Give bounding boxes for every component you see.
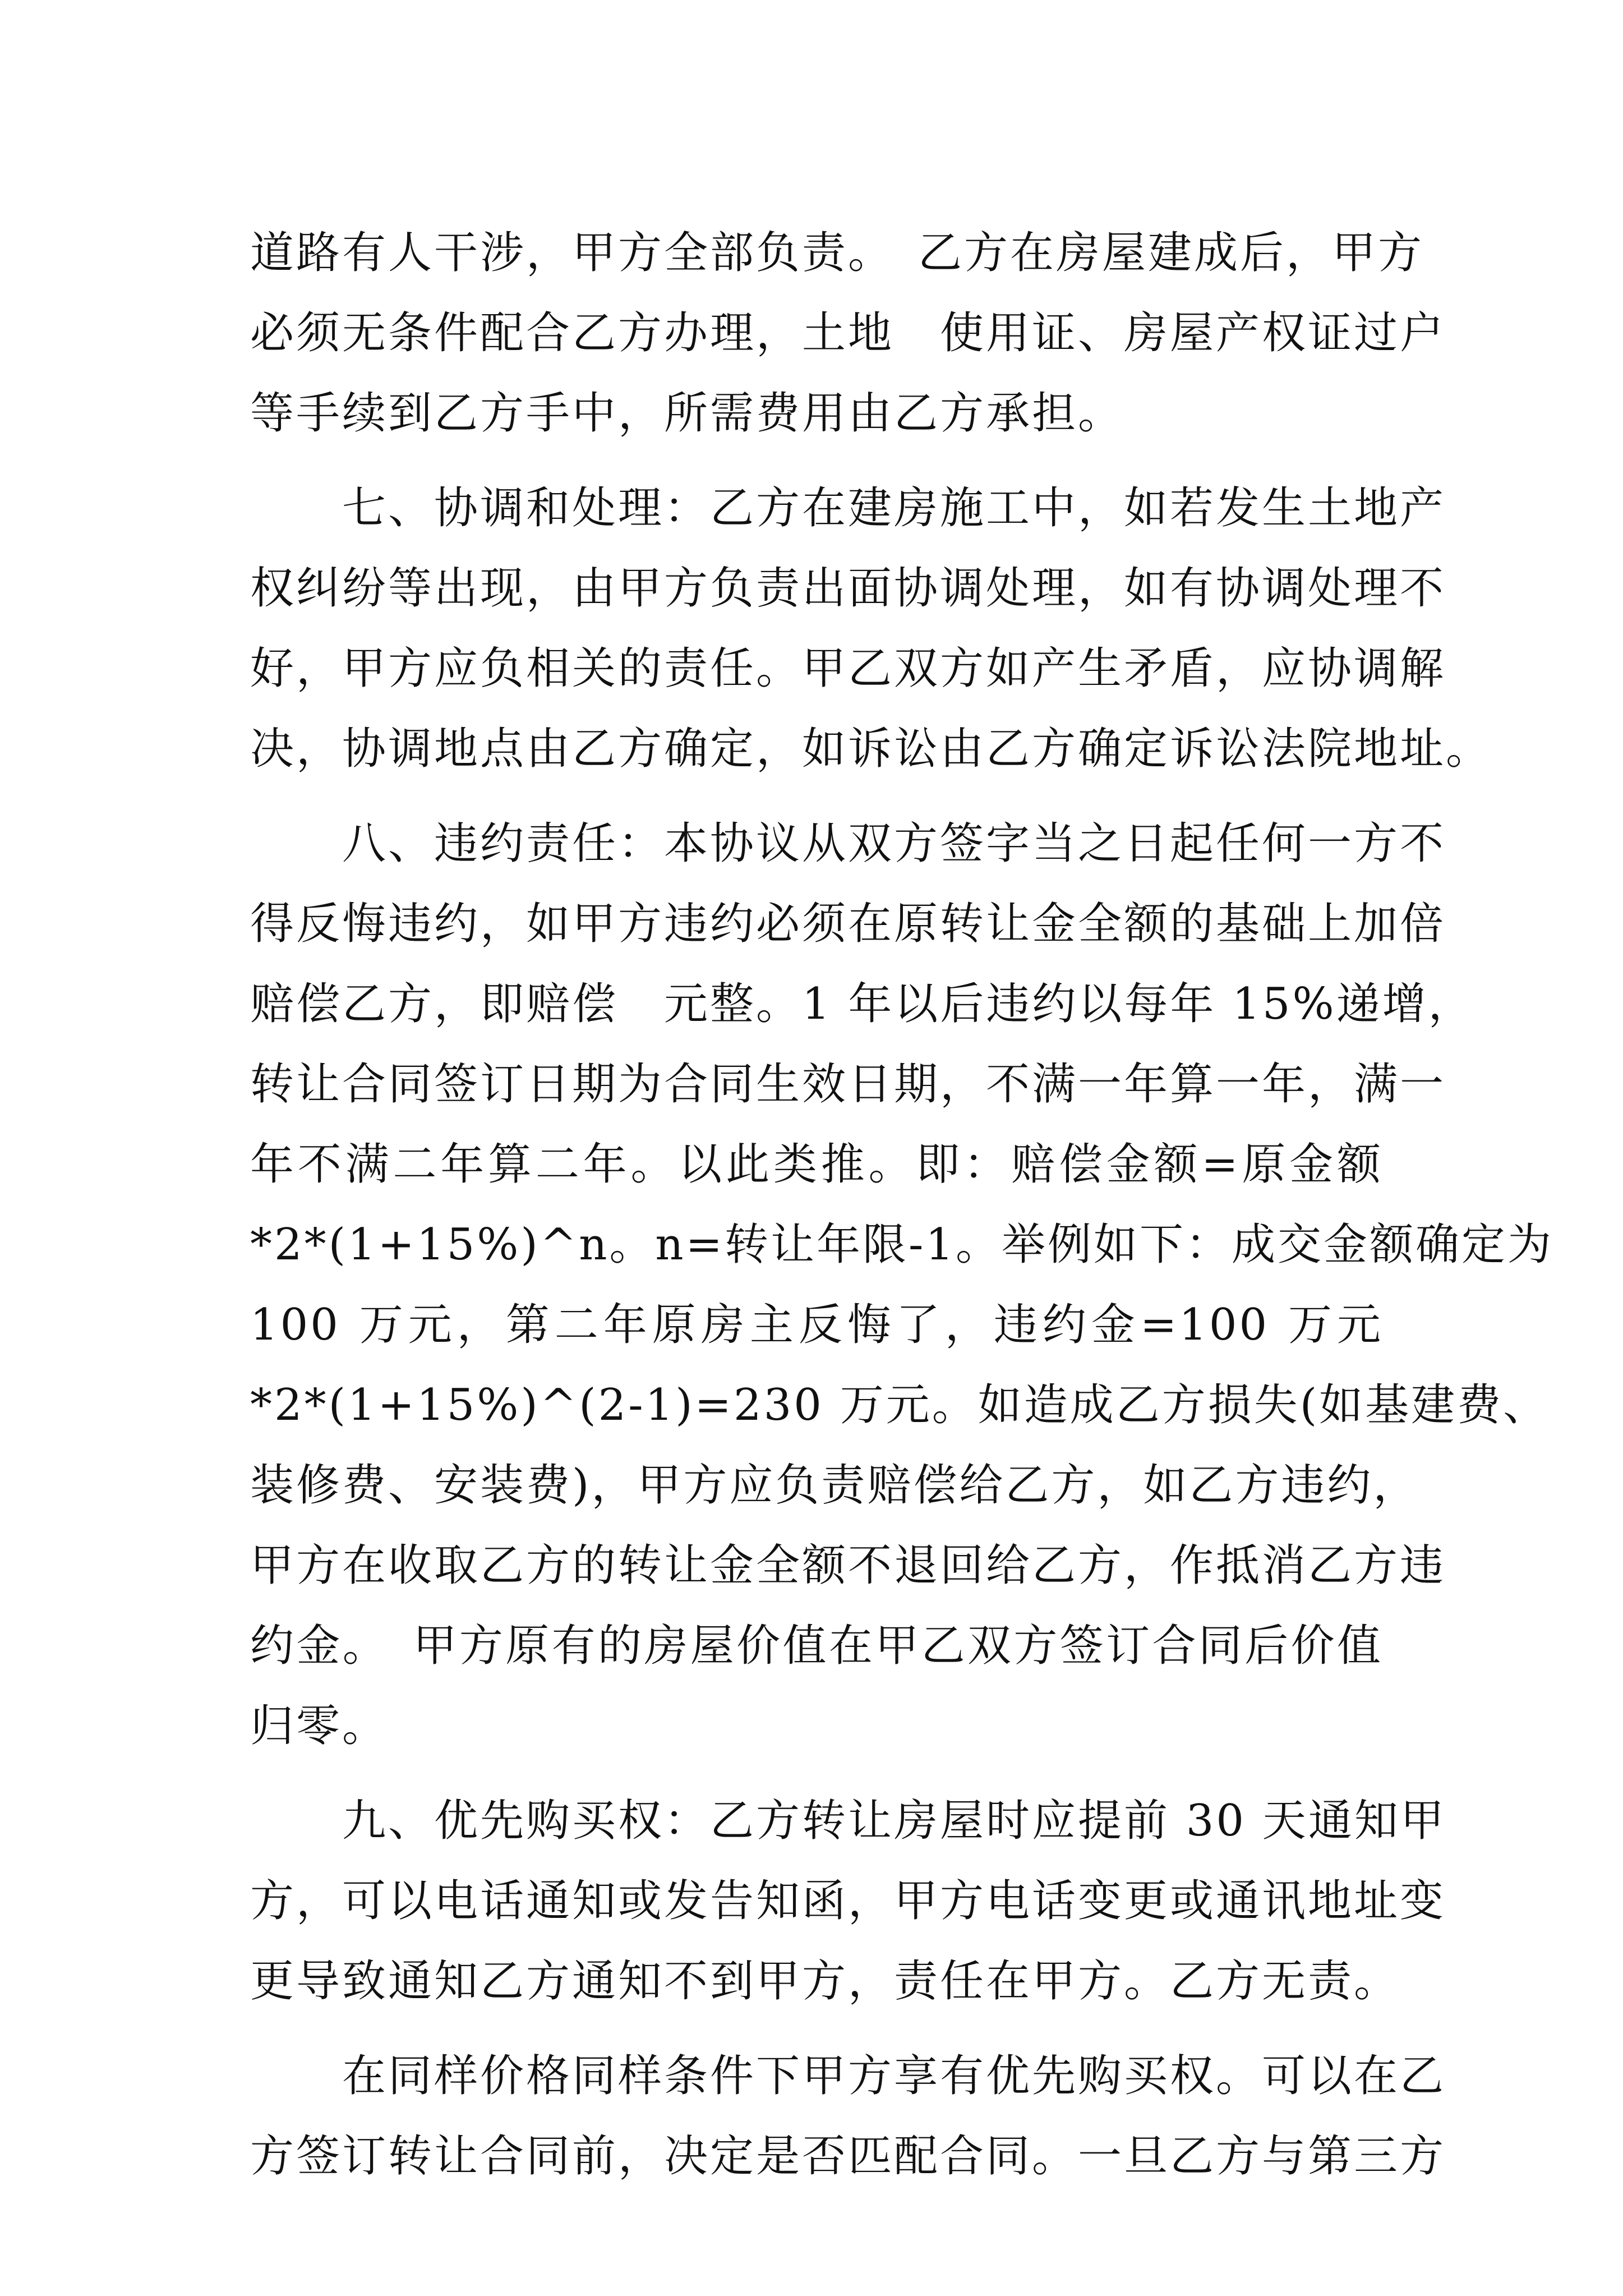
text-line: 年不满二年算二年。以此类推。即：赔偿金额=原金额	[250, 1139, 1383, 1190]
contract-text-body	[250, 213, 1554, 2197]
text-line: 等手续到乙方手中，所需费用由乙方承担。	[250, 388, 1124, 439]
text-line: 约金。 甲方原有的房屋价值在甲乙双方签订合同后价值	[250, 1621, 1383, 1671]
text-line: 100 万元，第二年原房主反悔了，违约金=100 万元	[250, 1300, 1383, 1350]
text-line: 七、协调和处理：乙方在建房施工中，如若发生土地产	[250, 483, 1446, 533]
text-line: 必须无条件配合乙方办理，土地 使用证、房屋产权证过户	[250, 308, 1446, 358]
text-line: 方签订转让合同前，决定是否匹配合同。一旦乙方与第三方	[250, 2131, 1446, 2182]
paragraph-gap	[250, 789, 1383, 804]
paragraph-gap	[250, 1766, 1383, 1781]
text-line: *2*(1+15%)^n。n=转让年限-1。举例如下：成交金额确定为	[250, 1220, 1554, 1270]
text-line: 归零。	[250, 1701, 389, 1751]
text-line: 决，协调地点由乙方确定，如诉讼由乙方确定诉讼法院地址。	[250, 724, 1492, 774]
text-line: 装修费、安装费)，甲方应负责赔偿给乙方，如乙方违约，	[250, 1460, 1419, 1511]
text-line: 赔偿乙方，即赔偿 元整。1 年以后违约以每年 15%递增，	[250, 979, 1474, 1029]
text-line: 八、违约责任：本协议从双方签字当之日起任何一方不	[250, 818, 1446, 869]
paragraph-gap	[250, 2022, 1383, 2036]
text-line: 在同样价格同样条件下甲方享有优先购买权。可以在乙	[250, 2051, 1446, 2101]
text-line: 权纠纷等出现，由甲方负责出面协调处理，如有协调处理不	[250, 563, 1446, 614]
text-line: 转让合同签订日期为合同生效日期，不满一年算一年，满一	[250, 1059, 1446, 1110]
text-line: 更导致通知乙方通知不到甲方，责任在甲方。乙方无责。	[250, 1956, 1400, 2007]
text-line: 甲方在收取乙方的转让金全额不退回给乙方，作抵消乙方违	[250, 1540, 1446, 1591]
text-line: 道路有人干涉，甲方全部负责。 乙方在房屋建成后，甲方	[250, 228, 1424, 278]
paragraph-gap	[250, 454, 1383, 468]
text-line: 方，可以电话通知或发告知函，甲方电话变更或通讯地址变	[250, 1876, 1446, 1926]
text-line: 九、优先购买权：乙方转让房屋时应提前 30 天通知甲	[250, 1796, 1446, 1846]
text-line: 得反悔违约，如甲方违约必须在原转让金全额的基础上加倍	[250, 899, 1446, 949]
text-line: *2*(1+15%)^(2-1)=230 万元。如造成乙方损失(如基建费、	[250, 1380, 1550, 1430]
text-line: 好，甲方应负相关的责任。甲乙双方如产生矛盾，应协调解	[250, 643, 1446, 694]
